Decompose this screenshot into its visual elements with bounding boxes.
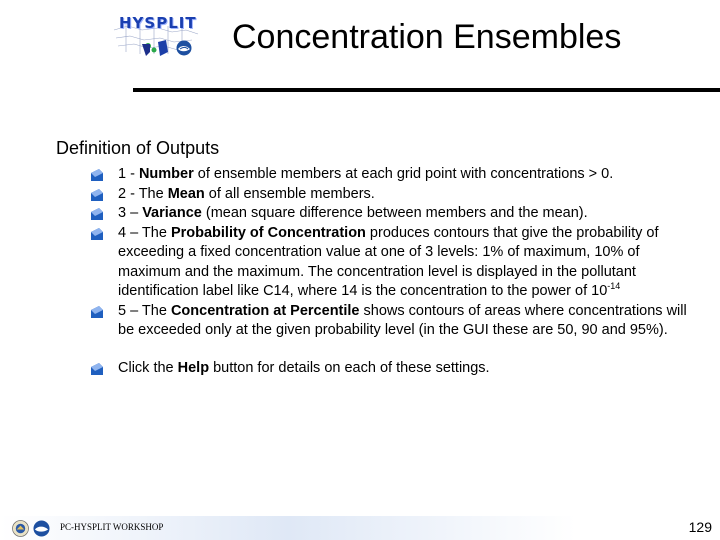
item-text: (mean square difference between members and the mean).: [201, 205, 588, 221]
list-item: [90, 165, 690, 185]
square-bullet-icon: [90, 227, 104, 241]
list-item: [90, 185, 690, 205]
item-text: Click the: [118, 359, 178, 376]
item-text: button for details on each of these settings.: [209, 359, 490, 376]
list-item: [90, 204, 690, 224]
item-term: Probability of Concentration: [170, 224, 366, 241]
square-bullet-icon: [90, 207, 104, 221]
item-text: 5 – The: [118, 302, 171, 319]
list-item: [90, 224, 690, 302]
square-bullet-icon: [90, 188, 104, 202]
logo-text: HYSPLIT: [119, 14, 197, 32]
page-number: 129: [688, 519, 712, 535]
square-bullet-icon: [90, 168, 104, 182]
output-definitions-list: [90, 165, 690, 378]
item-text: 4 – The: [118, 224, 171, 241]
item-text: produces contours that give the probability of exceeding a fixed concentration value at one of 3 levels: 1% of maximum, 10% of maximum and the maximum. The concentration level is displayed in the pollutant identification label like C14, where 14 is the concentration to the power of 10: [118, 224, 659, 299]
section-heading: Definition of Outputs: [56, 138, 220, 158]
slide-title: Concentration Ensembles: [232, 18, 622, 56]
item-text: 1 -: [118, 166, 139, 182]
list-item: [90, 302, 690, 341]
item-term: Variance: [142, 205, 202, 221]
item-text: 3 –: [118, 205, 143, 221]
item-term: Help: [177, 359, 210, 376]
item-term: Mean: [167, 185, 205, 202]
list-item: [90, 359, 690, 379]
square-bullet-icon: [90, 305, 104, 319]
workshop-label: PC-HYSPLIT WORKSHOP: [60, 522, 164, 532]
noaa-seal-icon: [33, 520, 50, 537]
doc-seal-icon: [12, 520, 29, 537]
hysplit-logo: [108, 8, 204, 64]
square-bullet-icon: [90, 362, 104, 376]
exponent: -14: [607, 281, 621, 291]
noaa-emblem-icon: [176, 40, 192, 56]
item-text: of all ensemble members.: [204, 185, 375, 202]
item-term: Concentration at Percentile: [170, 302, 360, 319]
item-term: Number: [138, 166, 194, 182]
title-underline: [133, 88, 720, 92]
item-text: of ensemble members at each grid point with concentrations > 0.: [193, 166, 614, 182]
item-text: 2 - The: [118, 185, 168, 202]
item-text: shows contours of areas where concentrations will be exceeded only at the given probability level (in the GUI these are 50, 90 and 95%).: [118, 302, 687, 338]
